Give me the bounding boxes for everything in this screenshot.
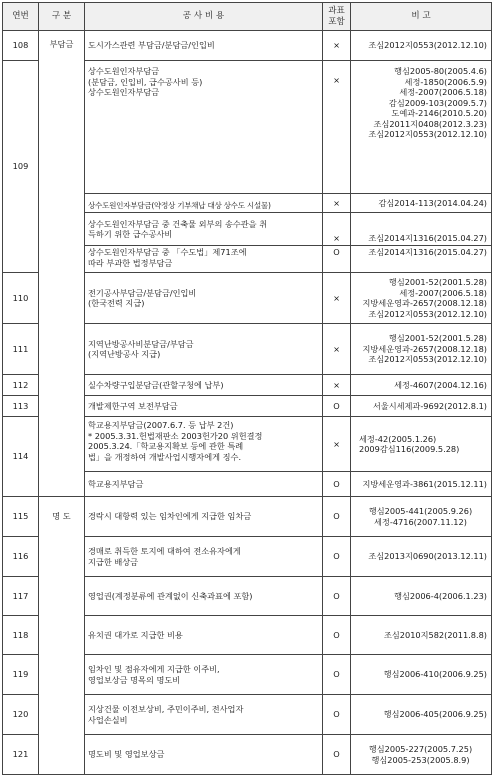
text-line: 조심2011지0408(2012.3.23) [373,118,487,129]
cost-cell [85,417,323,472]
cost-cell [85,497,323,537]
row-number: 116 [3,537,39,577]
text-line: (지역난방공사 지급) [88,349,161,359]
tax-cell: × [323,273,351,324]
text-line: 행심2005-227(2005.7.25) [368,744,473,754]
cost-cell [85,396,323,417]
text-line: 행심2005-441(2005.9.26) [368,506,473,516]
text-line: 세정-2007(2006.5.18) [399,287,487,298]
cost-cell [85,31,323,61]
cost-cell [85,577,323,616]
tax-cell: × [323,194,351,213]
row-number: 118 [3,616,39,655]
text-line: 행심2006-405(2006.9.25) [383,709,487,720]
row-number: 113 [3,396,39,417]
text-line: 지역난방공사비분담금/부담금 [88,338,194,349]
text-line: 법」을 개정하여 개발사업시행자에게 징수. [88,451,242,462]
text-line: 실수차량구입분담금(관할구청에 납부) [88,379,224,390]
cost-cell [85,616,323,655]
remarks-cell [351,31,492,61]
text-line: 전기공사부담금/분담금/인입비 [88,287,197,298]
tax-cell: × [323,61,351,194]
tax-cell: O [323,537,351,577]
tax-cell: O [323,472,351,497]
text-line: 유치권 대가로 지급한 비용 [88,629,183,640]
text-line: 행심2006-4(2006.1.23) [394,590,487,601]
text-line: 행심2001-52(2001.5.28) [388,277,487,287]
remarks-cell: 지방세운영과-3861(2015.12.11) [351,472,492,497]
cost-cell [85,375,323,396]
text-line: 조심2010지582(2011.8.8) [383,629,487,640]
row-number: 111 [3,324,39,375]
text-line: 지방세운영과-2657(2008.12.18) [362,298,487,308]
remarks-cell [351,375,492,396]
tax-cell: O [323,616,351,655]
remarks-cell: 조심2014지1316(2015.04.27) [351,213,492,246]
header-category: 구 분 [39,3,85,31]
header-tax: 과표 포함 [323,3,351,31]
tax-cell: O [323,577,351,616]
row-number: 119 [3,655,39,695]
tax-cell: O [323,735,351,775]
remarks-cell: 조심2014지1316(2015.04.27) [351,246,492,273]
table-row [3,497,492,537]
header-remarks: 비 고 [351,3,492,31]
header-no: 연번 [3,3,39,31]
cost-cell [85,213,323,246]
text-line: 2005.3.24.「학교용지확보 등에 관한 특례 [88,441,244,451]
remarks-cell [351,417,492,472]
cost-cell [85,655,323,695]
text-line: 경매로 취득한 토지에 대하여 전소유자에게 [88,546,241,556]
row-number: 109 [3,61,39,273]
text-line: 조심2013지0690(2013.12.11) [368,551,487,562]
tax-cell: × [323,375,351,396]
row-number: 117 [3,577,39,616]
text-line: 세정-2007(2006.5.18) [399,87,487,97]
remarks-cell [351,324,492,375]
tax-cell: O [323,655,351,695]
text-line: 조심2012지0553(2012.12.10) [368,308,487,319]
remarks-cell [351,655,492,695]
row-number: 112 [3,375,39,396]
cost-cell [85,273,323,324]
text-line: 도예과-2146(2010.5.20) [391,108,487,118]
text-line: 행심2005-80(2005.4.6) [394,66,487,76]
remarks-cell [351,577,492,616]
text-line: 지상건물 이전보상비, 주민이주비, 전사업자 [88,704,244,714]
remarks-cell [351,537,492,577]
tax-cell: O [323,497,351,537]
text-line: 득하기 위한 급수공사비 [88,229,173,239]
text-line: 조심2012지0553(2012.12.10) [368,129,487,139]
text-line: 임차인 및 점유자에게 지급한 이주비, [88,664,220,674]
tax-cell: O [323,695,351,735]
text-line: 따라 부과한 법정부담금 [88,257,173,268]
text-line: 영업권(계정분류에 관계없이 신축과표에 포함) [88,590,253,601]
remarks-cell: 감심2014-113(2014.04.24) [351,194,492,213]
cost-cell [85,695,323,735]
text-line: * 2005.3.31.헌법재판소 2003헌가20 위헌결정 [88,430,263,441]
text-line: 상수도원인자부담금 [88,66,160,76]
remarks-cell [351,396,492,417]
tax-cell: × [323,213,351,246]
text-line: 지급한 배상금 [88,556,139,567]
tax-cell: × [323,324,351,375]
text-line: 학교용지부담금(2007.6.7. 등 납부 2건) [88,420,234,430]
text-line: 사업손실비 [88,714,128,725]
cost-cell [85,537,323,577]
category-cell: 부담금 [39,31,85,497]
text-line: 도시가스관련 부담금/분담금/인입비 [88,40,215,51]
text-line: 지방세운영과-2657(2008.12.18) [362,343,487,354]
cost-cell [85,735,323,775]
cost-cell [85,61,323,194]
remarks-cell [351,616,492,655]
cost-cell [85,246,323,273]
row-number: 110 [3,273,39,324]
row-number: 120 [3,695,39,735]
text-line: 2009감심116(2009.5.28) [359,444,460,454]
text-line: 행심2001-52(2001.5.28) [388,333,487,344]
text-line: 개발제한구역 보전부담금 [88,400,178,411]
text-line: 영업보상금 명목의 명도비 [88,674,181,685]
row-number: 121 [3,735,39,775]
text-line: 세정-4716(2007.11.12) [374,516,467,527]
text-line: 경락시 대항력 있는 임차인에게 지급한 임차금 [88,511,252,522]
cost-cell: 상수도원인자부담금(약정상 기부채납 대상 상수도 시설물) [85,194,323,213]
remarks-cell [351,273,492,324]
remarks-cell [351,61,492,194]
text-line: 행심2006-410(2006.9.25) [383,669,487,680]
text-line: 상수도원인자부담금 중 「수도법」제71조에 [88,247,247,257]
table-row [3,31,492,61]
tax-cell: × [323,31,351,61]
text-line: 조심2012지0553(2012.12.10) [368,40,487,51]
expense-table [2,2,492,775]
text-line: 조심2012지0553(2012.12.10) [368,354,487,365]
text-line: 명도비 및 영업보상금 [88,749,165,760]
text-line: 상수도원인자부담금 [88,87,160,97]
text-line: 행심2005-253(2005.8.9) [371,754,470,765]
remarks-cell [351,735,492,775]
text-line: (분담금, 인입비, 급수공사비 등) [88,76,203,87]
text-line: 세정-1850(2006.5.9) [404,76,487,87]
cost-cell [85,324,323,375]
text-line: (한국전력 지급) [88,298,145,308]
cost-cell: 학교용지부담금 [85,472,323,497]
header-row [3,3,492,31]
tax-cell: O [323,246,351,273]
text-line: 세정-42(2005.1.26) [359,433,437,444]
text-line: 감심2009-103(2009.5.7) [388,97,487,108]
tax-cell: O [323,396,351,417]
remarks-cell [351,695,492,735]
header-cost: 공 사 비 용 [85,3,323,31]
text-line: 세정-4607(2004.12.16) [394,379,487,390]
tax-cell: × [323,417,351,472]
row-number: 108 [3,31,39,61]
category-cell: 명 도 [39,497,85,775]
row-number: 115 [3,497,39,537]
text-line: 상수도원인자부담금 중 건축물 외부의 송수관을 취 [88,218,268,229]
remarks-cell [351,497,492,537]
row-number: 114 [3,417,39,497]
text-line: 서울시세제과-9692(2012.8.1) [372,400,487,411]
